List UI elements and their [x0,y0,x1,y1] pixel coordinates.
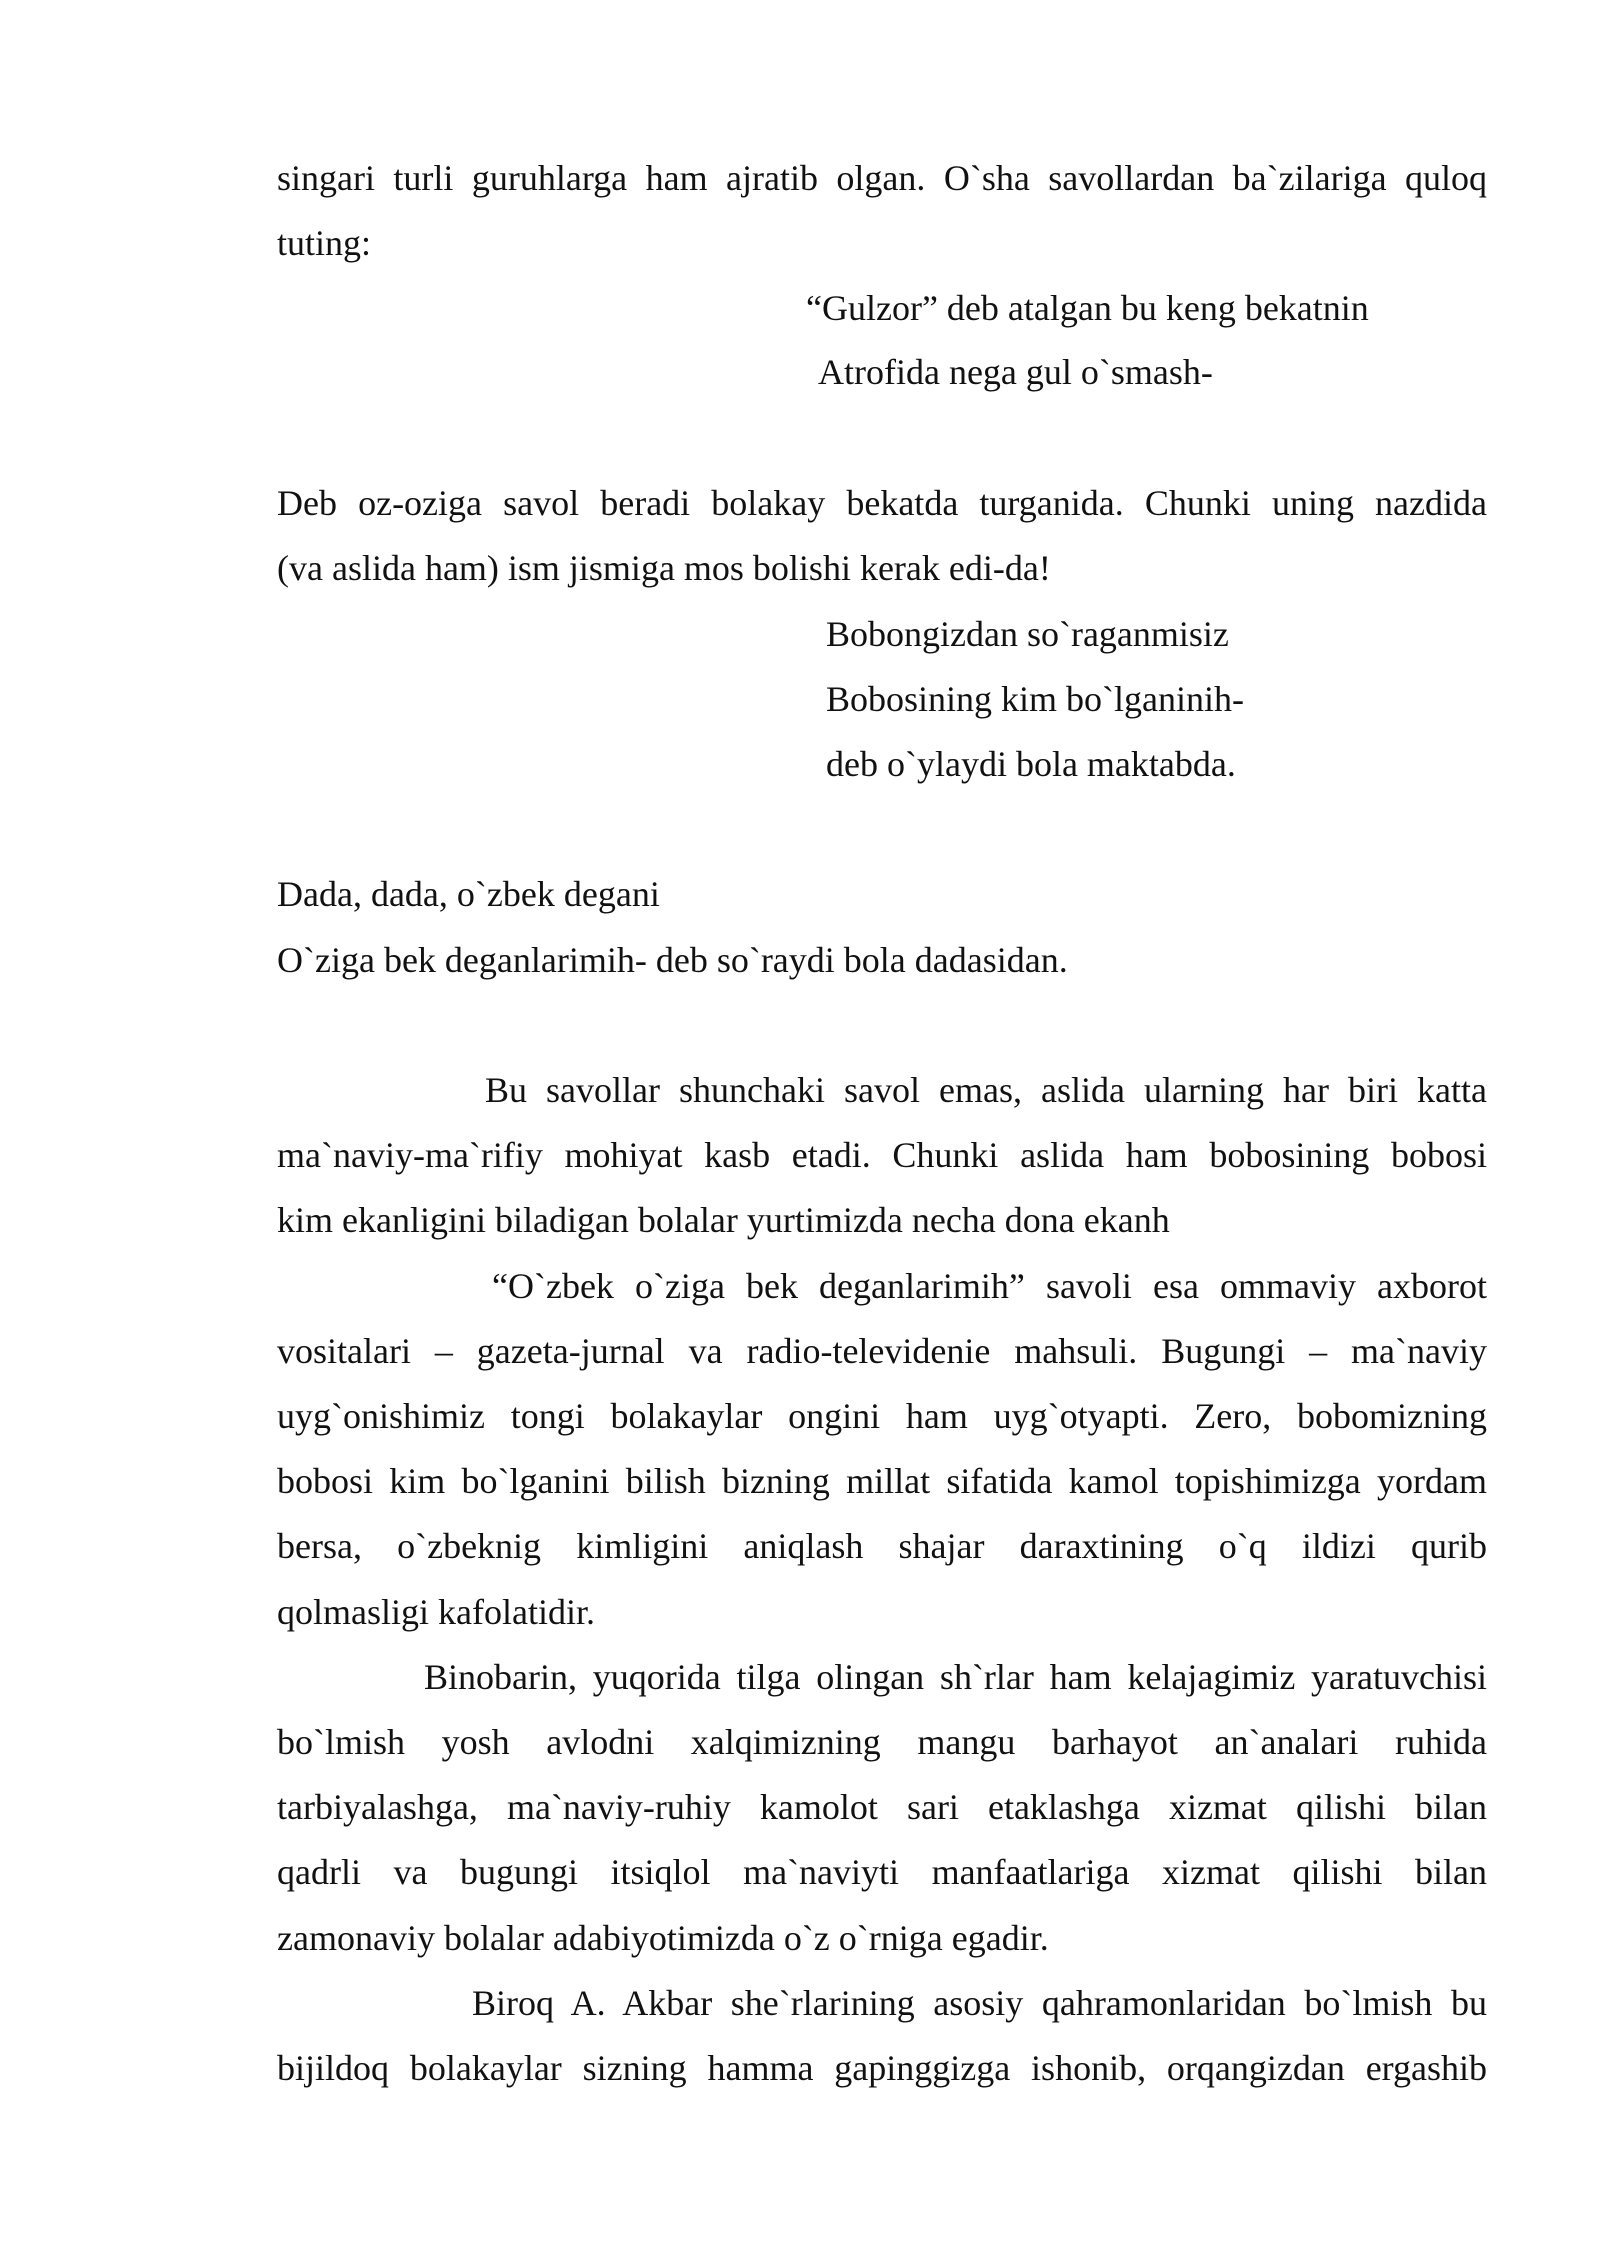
para4-line-5: zamonaviy bolalar adabiyotimizda o`z o`rniga egadir. [277,1918,1049,1958]
verse1-line-2: Atrofida nega gul o`smash- [818,352,1213,392]
para5-line-2: bijildoq bolakaylar sizning hamma gapinggizga ishonib, orqangizdan ergashib [277,2048,1487,2088]
para1-line-2: (va aslida ham) ism jismiga mos bolishi kerak edi-da! [277,548,1051,588]
para3-line-5: bersa, o`zbeknig kimligini aniqlash shajar daraxtining o`q ildizi qurib [277,1526,1487,1566]
para3-line-3: uyg`onishimiz tongi bolakaylar ongini ham uyg`otyapti. Zero, bobomizning [277,1396,1487,1436]
verse1-line-1: “Gulzor” deb atalgan bu keng bekatnin [806,288,1369,328]
intro-line-2: tuting: [277,223,372,263]
verse3-line-1: Dada, dada, o`zbek degani [277,874,660,914]
para2-line-1: Bu savollar shunchaki savol emas, aslida ularning har biri katta [485,1070,1487,1110]
para1-line-1: Deb oz-oziga savol beradi bolakay bekatda turganida. Chunki uning nazdida [277,483,1487,523]
verse2-line-2: Bobosining kim bo`lganinih- [826,679,1244,719]
para3-line-4: bobosi kim bo`lganini bilish bizning millat sifatida kamol topishimizga yordam [277,1461,1487,1501]
para2-line-3: kim ekanligini biladigan bolalar yurtimizda necha dona ekanh [277,1200,1170,1240]
para4-line-2: bo`lmish yosh avlodni xalqimizning mangu barhayot an`analari ruhida [277,1722,1487,1762]
verse2-line-1: Bobongizdan so`raganmisiz [826,614,1229,654]
para3-line-6: qolmasligi kafolatidir. [277,1592,595,1632]
intro-line-1: singari turli guruhlarga ham ajratib olgan. O`sha savollardan ba`zilariga quloq [277,158,1487,198]
verse3-line-2: O`ziga bek deganlarimih- deb so`raydi bola dadasidan. [277,940,1068,980]
para4-line-1: Binobarin, yuqorida tilga olingan sh`rlar ham kelajagimiz yaratuvchisi [424,1657,1487,1697]
para5-line-1: Biroq A. Akbar she`rlarining asosiy qahramonlaridan bo`lmish bu [472,1983,1487,2023]
verse2-line-3: deb o`ylaydi bola maktabda. [826,744,1236,784]
para3-line-1: “O`zbek o`ziga bek deganlarimih” savoli esa ommaviy axborot [492,1266,1487,1306]
para4-line-4: qadrli va bugungi itsiqlol ma`naviyti manfaatlariga xizmat qilishi bilan [277,1852,1487,1892]
para4-line-3: tarbiyalashga, ma`naviy-ruhiy kamolot sari etaklashga xizmat qilishi bilan [277,1787,1487,1827]
para2-line-2: ma`naviy-ma`rifiy mohiyat kasb etadi. Chunki aslida ham bobosining bobosi [277,1135,1487,1175]
para3-line-2: vositalari – gazeta-jurnal va radio-televidenie mahsuli. Bugungi – ma`naviy [277,1331,1487,1371]
